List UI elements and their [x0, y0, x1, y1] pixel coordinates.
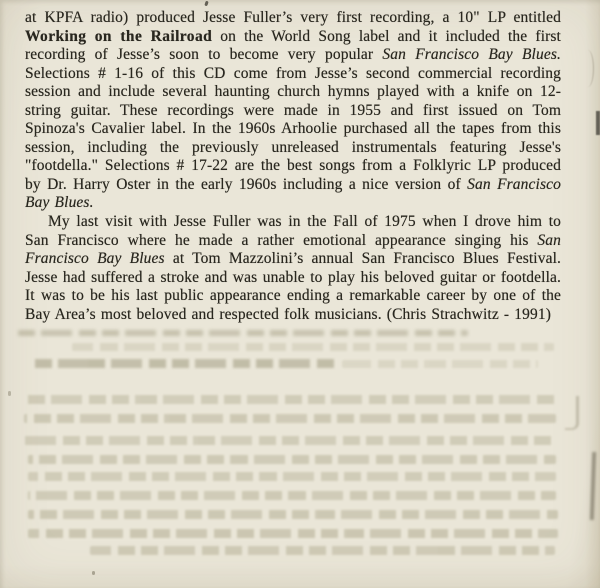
paragraph [25, 9, 561, 213]
bleedthrough-line [24, 414, 556, 423]
paragraph [25, 213, 561, 324]
scan-edge-tick [596, 111, 600, 135]
bleedthrough-line [28, 455, 556, 464]
bleedthrough-line [28, 510, 558, 519]
bleedthrough-line [342, 360, 538, 368]
bleedthrough-line [24, 436, 556, 445]
text-segment: at Tom Mazzolini’s annual San Francisco Blues Festival. Jesse had suffered a stroke and was unable to play his beloved guitar or footdella. It was to be his last public appearance ending a remarkable career by one of the Bay Area’s most beloved and respected folk musicians. (Chris Strachwitz - 1991) [25, 250, 561, 323]
bleedthrough-dropcap-mark [565, 396, 579, 430]
text-segment: at KPFA radio) produced Jesse Fuller’s very first recording, a 10" LP entitled [25, 9, 561, 26]
bleedthrough-line [28, 529, 558, 538]
bleedthrough-line [28, 472, 556, 481]
bleedthrough-line [90, 546, 555, 555]
scan-speck-top [204, 1, 208, 7]
text-segment: Working on the Railroad [25, 27, 213, 45]
text-segment: San Francisco Bay Blues. [382, 46, 561, 64]
bleedthrough-line [24, 395, 556, 404]
text-segment: San Francisco Bay Blues. [25, 175, 561, 212]
text-segment: My last visit with Jesse Fuller was in the Fall of 1975 when I drove him to San Francisco where he made a rather emotional appearance singing his [25, 213, 561, 249]
scan-speck-mid-left [8, 391, 11, 396]
text-segment: on the World Song label and it included the first recording of Jesse’s soon to become very popular [25, 27, 561, 64]
body-text [25, 9, 561, 324]
bleedthrough-line [28, 491, 556, 500]
text-segment: San Francisco Bay Blues [25, 231, 561, 268]
text-segment: Selections # 1-16 of this CD come from Jesse’s second commercial recording session and include several haunting church hymns played with a knife on 12-string guitar. These recordings were made in 1955 and first issued on Tom Spinoza's Cavalier label. In the 1960s Arhoolie purchased all the tapes from this session, including the previously unreleased instrumentals featuring Jesse's "footdella." Selections # 17-22 are the best songs from a Folklyric LP produced by Dr. Harry Oster in the early 1960s including a nice version of [25, 64, 561, 193]
page-crease-mark [582, 50, 594, 87]
scan-speck-bottom-left [92, 571, 95, 575]
bleedthrough-line [72, 343, 554, 351]
bleedthrough-line [18, 330, 468, 336]
bleedthrough-line [30, 359, 335, 368]
